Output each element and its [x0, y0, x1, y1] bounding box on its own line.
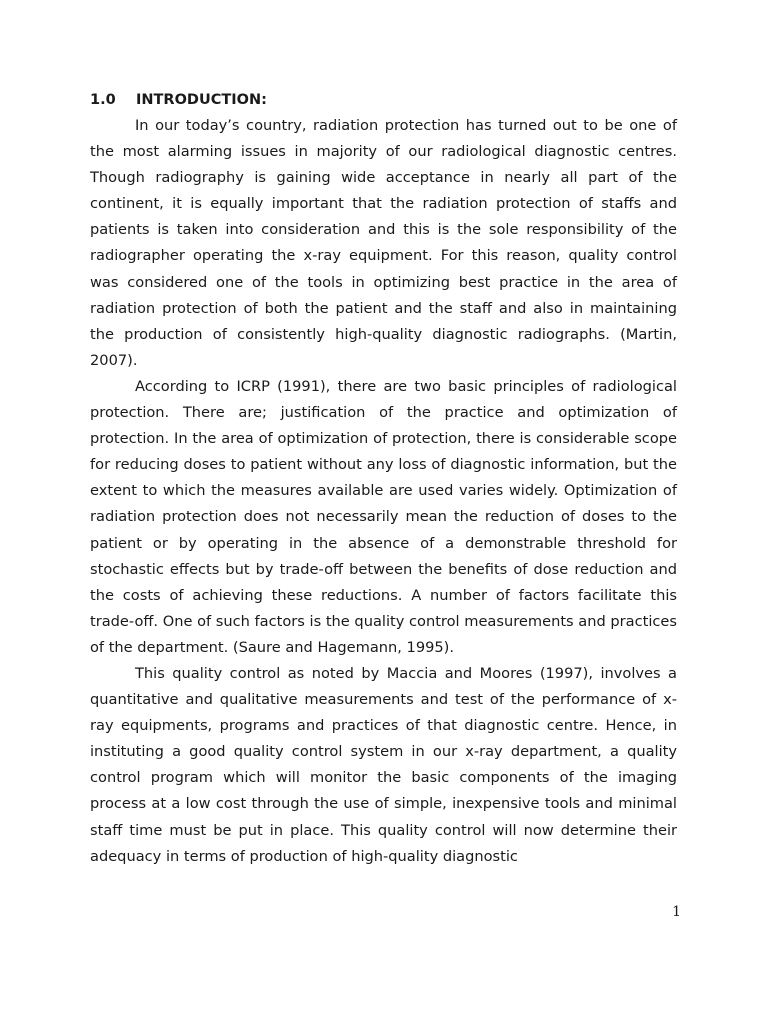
section-heading	[90, 90, 267, 110]
section-number: 1.0	[90, 92, 116, 108]
paragraph-1: In our today’s country, radiation protection has turned out to be one of the most alarming issues in majority of our radiological diagnostic centres. Though radiography is gaining wide acceptance in nearly all part of the continent, it is equally important that the radiation protection of staffs and patients is taken into consideration and this is the sole responsibility of the radiographer operating the x-ray equipment. For this reason, quality control was considered one of the tools in optimizing best practice in the area of radiation protection of both the patient and the staff and also in maintaining the production of consistently high-quality diagnostic radiographs. (Martin, 2007).	[90, 117, 677, 369]
body-text	[90, 113, 677, 870]
paragraph-2: According to ICRP (1991), there are two basic principles of radiological protection. There are; justification of the practice and optimization of protection. In the area of optimization of protection, there is considerable scope for reducing doses to patient without any loss of diagnostic information, but the extent to which the measures available are used varies widely. Optimization of radiation protection does not necessarily mean the reduction of doses to the patient or by operating in the absence of a demonstrable threshold for stochastic effects but by trade-off between the benefits of dose reduction and the costs of achieving these reductions. A number of factors facilitate this trade-off. One of such factors is the quality control measurements and practices of the department. (Saure and Hagemann, 1995).	[90, 377, 677, 656]
page-number: 1	[672, 904, 681, 920]
section-title: INTRODUCTION:	[136, 92, 267, 108]
paragraph-3: This quality control as noted by Maccia and Moores (1997), involves a quantitative and qualitative measurements and test of the performance of x-ray equipments, programs and practices of that diagnostic centre. Hence, in instituting a good quality control system in our x-ray department, a quality control program which will monitor the basic components of the imaging process at a low cost through the use of simple, inexpensive tools and minimal staff time must be put in place. This quality control will now determine their adequacy in terms of production of high-quality diagnostic	[90, 664, 677, 865]
